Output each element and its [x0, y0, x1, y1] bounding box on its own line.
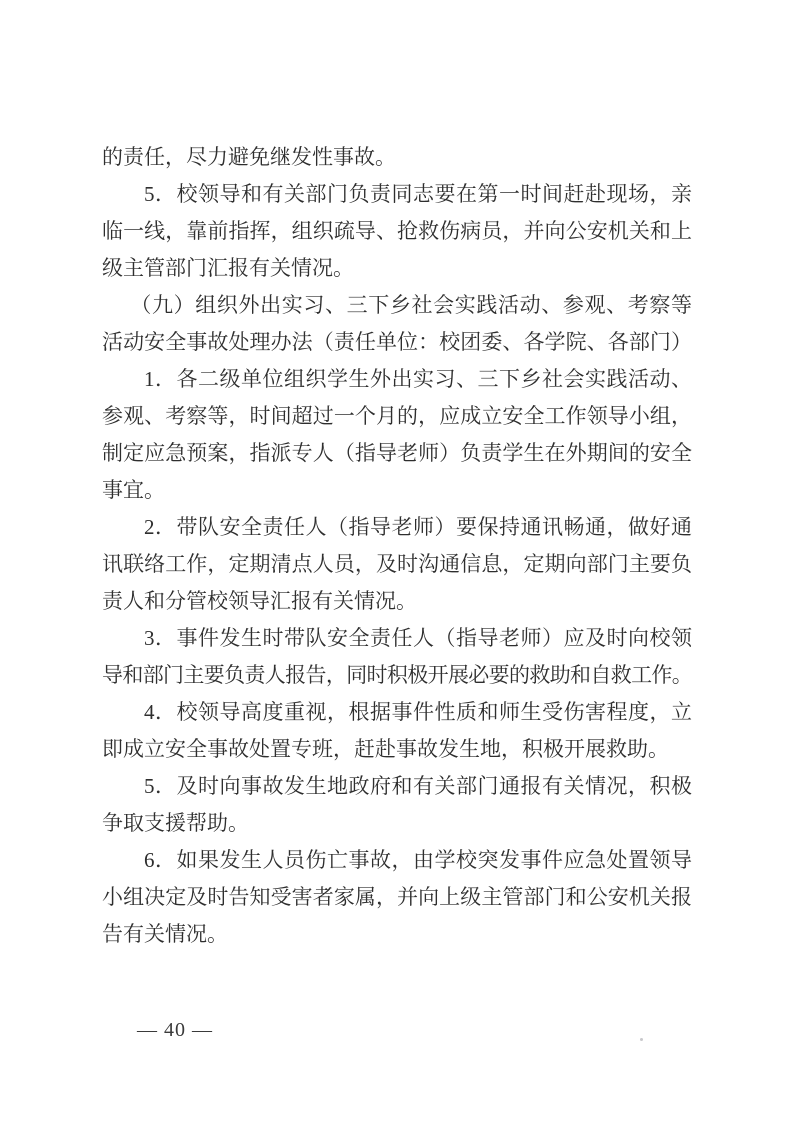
page-number: — 40 —	[137, 1019, 213, 1041]
text-line: 4．校领导高度重视，根据事件性质和师生受伤害程度，立	[144, 700, 692, 724]
text-block	[102, 139, 692, 953]
text-line: 5．校领导和有关部门负责同志要在第一时间赶赴现场，亲	[144, 182, 692, 206]
text-line: 事宜。	[102, 478, 165, 502]
text-line: 活动安全事故处理办法（责任单位：校团委、各学院、各部门）	[102, 330, 692, 354]
text-line: 讯联络工作，定期清点人员，及时沟通信息，定期向部门主要负	[102, 552, 692, 576]
text-line: 导和部门主要负责人报告，同时积极开展必要的救助和自救工作。	[102, 663, 692, 687]
text-line: 告有关情况。	[102, 922, 228, 946]
text-line: 1．各二级单位组织学生外出实习、三下乡社会实践活动、	[144, 367, 692, 391]
text-line: 责人和分管校领导汇报有关情况。	[102, 589, 417, 613]
text-line: 5．及时向事故发生地政府和有关部门通报有关情况，积极	[144, 774, 692, 798]
text-line: 临一线，靠前指挥，组织疏导、抢救伤病员，并向公安机关和上	[102, 219, 692, 243]
text-line: 小组决定及时告知受害者家属，并向上级主管部门和公安机关报	[102, 885, 692, 909]
text-line: 参观、考察等，时间超过一个月的，应成立安全工作领导小组，	[102, 404, 692, 428]
text-line: 3．事件发生时带队安全责任人（指导老师）应及时向校领	[144, 626, 692, 650]
text-line: 2．带队安全责任人（指导老师）要保持通讯畅通，做好通	[144, 515, 692, 539]
text-line: 的责任，尽力避免继发性事故。	[102, 145, 396, 169]
text-line: 级主管部门汇报有关情况。	[102, 256, 354, 280]
scan-speck	[640, 1038, 643, 1041]
text-line: 6．如果发生人员伤亡事故，由学校突发事件应急处置领导	[144, 848, 692, 872]
text-line: 争取支援帮助。	[102, 811, 249, 835]
text-line: 制定应急预案，指派专人（指导老师）负责学生在外期间的安全	[102, 441, 692, 465]
text-line: 即成立安全事故处置专班，赶赴事故发生地，积极开展救助。	[102, 737, 669, 761]
text-line: （九）组织外出实习、三下乡社会实践活动、参观、考察等	[130, 293, 692, 317]
